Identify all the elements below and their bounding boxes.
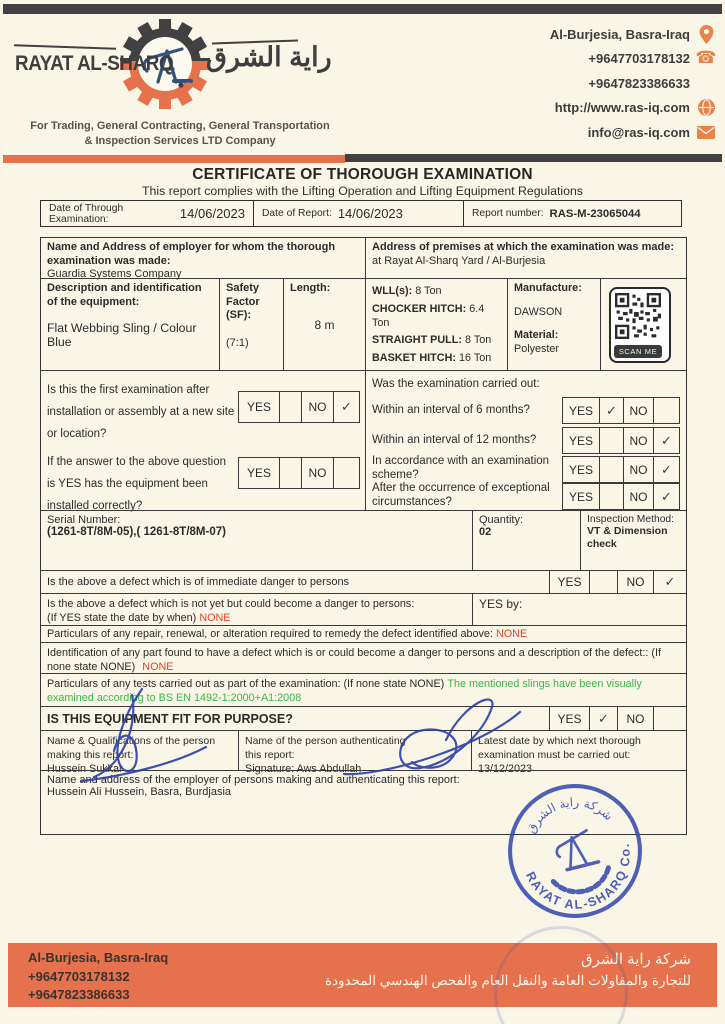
- equipment-desc-label: Description and identification of the equipment:: [47, 282, 202, 308]
- yes-mark-cell: [599, 457, 623, 482]
- report-date-label: Date of Report:: [262, 208, 332, 219]
- no-cell: NO: [623, 398, 653, 423]
- no-mark-cell: [333, 392, 359, 422]
- tests-cell: [41, 674, 686, 706]
- employer-cell: [41, 238, 365, 278]
- no-mark-cell: [653, 428, 679, 453]
- employer-label: Name and Address of employer for whom the thorough examination was made:: [47, 241, 336, 267]
- tests-answer: The mentioned slings have been visually examined according to BS EN 1492-1:2000+A1:2008: [47, 678, 642, 704]
- qr-scan-me-label: SCAN ME: [614, 345, 662, 358]
- quantity-label: Quantity:: [479, 514, 524, 526]
- report-date-cell: [253, 201, 463, 226]
- serial-label: Serial Number:: [47, 514, 121, 526]
- envelope-icon: [697, 122, 715, 142]
- repairs-cell: [41, 626, 686, 642]
- contact-block: [475, 22, 715, 145]
- no-cell: NO: [301, 458, 333, 488]
- serial-value: (1261-8T/8M-05),( 1261-8T/8M-07): [47, 526, 226, 538]
- stamp-text-en: RAYAT AL-SHARQ Co.: [522, 841, 633, 912]
- no-cell: NO: [617, 571, 653, 593]
- first-exam-checkbox: [238, 391, 360, 423]
- carried-q4: After the occurrence of exceptional circumstances?: [372, 482, 550, 508]
- first-exam-question: Is this the first examination after installation or assembly at a new site or location?: [47, 384, 235, 440]
- no-mark: ✓: [661, 488, 672, 504]
- exam-date-label: Date of Through Examination:: [49, 202, 124, 225]
- yes-cell: YES: [568, 489, 593, 504]
- maker-label: Name & Qualifications of the person making this report:: [47, 735, 216, 761]
- next-exam-value: 13/12/2023: [478, 763, 533, 775]
- footer-contact: [28, 949, 168, 1005]
- length-cell: [283, 279, 365, 370]
- installed-question: If the answer to the above question is YES has the equipment been installed correctly?: [47, 456, 227, 512]
- straight-label: STRAIGHT PULL:: [372, 334, 462, 346]
- row-tests: [41, 673, 686, 706]
- tests-text: Particulars of any tests carried out as part of the examination: (If none state NONE): [47, 678, 445, 690]
- no-mark: ✓: [661, 461, 672, 477]
- globe-icon: [697, 98, 715, 118]
- divider-orange: [3, 155, 345, 163]
- no-cell: NO: [617, 707, 653, 730]
- exam-date-value: 14/06/2023: [179, 206, 245, 221]
- no-mark-cell: [653, 571, 686, 593]
- wll-value: 8 Ton: [415, 285, 442, 297]
- yes-cell: YES: [568, 462, 593, 477]
- phone-icon: ☎: [695, 48, 717, 69]
- row-potential-danger: [41, 593, 686, 625]
- row-identification: [41, 642, 686, 673]
- carried-out-cell: [365, 371, 686, 510]
- phone2-icon-spacer: [697, 73, 715, 93]
- chocker-value: 6.4 Ton: [372, 302, 485, 329]
- manufacture-cell: [507, 279, 600, 370]
- row-employer: [41, 238, 686, 278]
- no-mark: ✓: [661, 432, 672, 448]
- immediate-danger-text: Is the above a defect which is of immediate danger to persons: [47, 576, 350, 588]
- carried-q3: In accordance with an examination scheme?: [372, 455, 550, 481]
- equipment-desc-cell: [41, 279, 219, 370]
- chocker-line: [372, 302, 501, 331]
- qr-pattern-icon: [615, 293, 661, 339]
- contact-phone2-row: [475, 71, 715, 96]
- contact-address: Al-Burjesia, Basra-Iraq: [549, 26, 690, 42]
- quantity-value: 02: [479, 526, 492, 538]
- no-mark-cell: [653, 457, 679, 482]
- next-exam-label: Latest date by which next thorough examination must be carried out:: [478, 735, 641, 761]
- inspection-method-label: Inspection Method:: [587, 514, 675, 525]
- row-serial: [41, 510, 686, 570]
- repairs-answer: NONE: [495, 628, 528, 640]
- manufacture-value: DAWSON: [514, 305, 563, 318]
- yes-mark-cell: [589, 707, 617, 730]
- report-employer-label: Name and address of the employer of persons making and authenticating this report:: [47, 774, 460, 786]
- fit-text-cell: [41, 707, 549, 730]
- premises-label: Address of premises at which the examination was made:: [372, 241, 674, 253]
- potential-danger-answer: NONE: [199, 612, 231, 624]
- repairs-text: Particulars of any repair, renewal, or alteration required to remedy the defect identified above:: [47, 628, 493, 640]
- maker-value: Hussein Sukkar: [47, 763, 123, 775]
- page-title: CERTIFICATE OF THOROUGH EXAMINATION: [192, 166, 533, 183]
- no-cell: NO: [623, 428, 653, 453]
- yes-cell: YES: [549, 707, 589, 730]
- potential-danger-line1: Is the above a defect which is not yet but could become a danger to persons:: [47, 598, 415, 610]
- authenticator-cell: [238, 731, 471, 775]
- premises-value: at Rayat Al-Sharq Yard / Al-Burjesia: [372, 254, 546, 267]
- yes-cell: YES: [568, 433, 593, 448]
- no-cell: NO: [301, 392, 333, 422]
- yes-by-cell: [472, 594, 686, 625]
- footer-address: Al-Burjesia, Basra-Iraq: [28, 950, 169, 965]
- length-value: 8 m: [314, 317, 335, 332]
- logo-line-left: [14, 44, 116, 50]
- serial-cell: [41, 511, 472, 570]
- next-exam-cell: [471, 731, 686, 775]
- company-tagline: [6, 119, 354, 148]
- row-immediate-danger: [41, 570, 686, 593]
- yes-mark: ✓: [606, 402, 617, 418]
- page-subtitle: This report complies with the Lifting Operation and Lifting Equipment Regulations: [142, 184, 583, 198]
- potential-danger-cell: [41, 594, 472, 625]
- carried-q1: Within an interval of 6 months?: [372, 404, 530, 416]
- location-pin-icon: [697, 24, 715, 44]
- row-equipment: [41, 278, 686, 370]
- carried-out-heading: Was the examination carried out:: [372, 378, 540, 390]
- length-label: Length:: [290, 282, 331, 294]
- yes-mark-cell: [589, 571, 617, 593]
- report-date-value: 14/06/2023: [337, 206, 403, 221]
- inspection-method-value: VT & Dimension check: [587, 525, 668, 550]
- employer-value: Guardia Systems Company: [47, 268, 182, 280]
- contact-phone1-row: [475, 47, 715, 72]
- basket-line: [372, 351, 501, 366]
- basket-value: 16 Ton: [459, 351, 492, 364]
- row-repairs: [41, 625, 686, 642]
- yes-by-label: YES by:: [479, 597, 523, 611]
- immediate-danger-text-cell: [41, 571, 549, 593]
- yes-cell: YES: [568, 403, 593, 418]
- report-number-cell: [463, 201, 681, 226]
- footer-company-ar: شركة راية الشرق: [580, 951, 691, 968]
- contact-email-row: [475, 120, 715, 145]
- contact-phone1: +9647703178132: [588, 51, 690, 67]
- yes-mark-cell: [599, 398, 623, 423]
- report-number-value: RAS-M-23065044: [549, 207, 641, 220]
- chocker-label: CHOCKER HITCH:: [372, 302, 467, 315]
- carried-q2: Within an interval of 12 months?: [372, 434, 537, 446]
- qr-code: [609, 287, 671, 363]
- footer-phone1: +9647703178132: [28, 968, 130, 984]
- potential-danger-line2: (If YES state the date by when): [47, 612, 197, 624]
- straight-line: [372, 333, 501, 348]
- carried-q3-checkbox: [562, 456, 680, 483]
- material-value: Polyester: [514, 343, 560, 355]
- yes-mark-cell: [279, 458, 301, 488]
- yes-cell: YES: [246, 466, 271, 480]
- maker-cell: [41, 731, 238, 775]
- brand-name-en: RAYAT AL-SHARQ: [15, 52, 174, 75]
- safety-factor-label: Safety Factor (SF):: [226, 282, 260, 321]
- footer-phone2: +9647823386633: [28, 987, 130, 1002]
- first-exam-cell: [41, 371, 365, 510]
- contact-phone2: +9647823386633: [588, 75, 690, 91]
- premises-cell: [365, 238, 686, 278]
- identification-text: Identification of any part found to have a defect which is or could become a danger to persons and a description of the defect:: (If none state NONE): [47, 647, 661, 673]
- yes-mark-cell: [599, 428, 623, 453]
- no-mark-cell: [653, 707, 686, 730]
- carried-q4-checkbox: [562, 483, 680, 510]
- report-employer-value: Hussein Ali Hussein, Basra, Burdjasia: [47, 786, 232, 798]
- fit-text: IS THIS EQUIPMENT FIT FOR PURPOSE?: [47, 711, 293, 726]
- yes-mark-cell: [279, 392, 301, 422]
- straight-value: 8 Ton: [465, 334, 492, 346]
- quantity-cell: [472, 511, 580, 570]
- identification-cell: [41, 643, 686, 673]
- contact-website: http://www.ras-iq.com: [554, 100, 690, 116]
- tagline-line1: For Trading, General Contracting, General Transportation: [30, 120, 330, 132]
- yes-mark: ✓: [598, 710, 609, 726]
- contact-email: info@ras-iq.com: [587, 124, 690, 140]
- svg-text:RAYAT AL-SHARQ Co.: [521, 841, 645, 924]
- no-mark-cell: [653, 398, 679, 423]
- inspection-method-cell: [580, 511, 686, 570]
- yes-cell: YES: [246, 400, 271, 414]
- equipment-desc-value: Flat Webbing Sling / Colour Blue: [47, 321, 197, 349]
- wll-cell: [365, 279, 507, 370]
- no-cell: NO: [623, 457, 653, 482]
- top-bar: [3, 4, 722, 14]
- no-mark-cell: [653, 484, 679, 509]
- main-table: [40, 237, 687, 835]
- stamp-pumpjack-icon: [543, 827, 612, 897]
- carried-q1-checkbox: [562, 397, 680, 424]
- yes-mark-cell: [599, 484, 623, 509]
- qr-cell: [600, 279, 686, 370]
- stamp-text-ar: شركة راية الشرق: [523, 795, 616, 836]
- row-fit-for-purpose: [41, 706, 686, 730]
- wll-label: WLL(s):: [372, 285, 413, 297]
- stamp-watermark: [494, 926, 628, 1024]
- no-cell: NO: [623, 484, 653, 509]
- no-mark: ✓: [341, 399, 352, 414]
- divider-dark: [345, 154, 722, 162]
- footer-tagline-ar: للتجارة والمقاولات العامة والنقل العام والفحص الهندسي المحدودة: [324, 973, 691, 988]
- authenticator-value: Signature: Aws Abdullah: [245, 763, 362, 775]
- yes-cell: YES: [549, 571, 589, 593]
- contact-address-row: [475, 22, 715, 47]
- identification-answer: NONE: [142, 661, 174, 673]
- report-number-label: Report number:: [472, 208, 544, 219]
- exam-date-cell: [41, 201, 253, 226]
- safety-factor-value: (7:1): [226, 336, 249, 349]
- basket-label: BASKET HITCH:: [372, 351, 456, 364]
- no-mark: ✓: [664, 574, 676, 589]
- carried-q2-checkbox: [562, 427, 680, 454]
- material-label: Material:: [514, 328, 559, 341]
- no-mark-cell: [333, 458, 359, 488]
- authenticator-label: Name of the person authenticating this report:: [245, 735, 406, 761]
- safety-factor-cell: [219, 279, 283, 370]
- manufacture-label: Manufacture:: [514, 282, 582, 294]
- wll-line: [372, 284, 501, 299]
- contact-website-row: [475, 96, 715, 121]
- installed-checkbox: [238, 457, 360, 489]
- brand-name-ar: راية الشرق: [206, 42, 332, 72]
- row-exam-questions: [41, 370, 686, 510]
- date-table: [40, 200, 682, 227]
- row-signatures: [41, 730, 686, 775]
- tagline-line2: & Inspection Services LTD Company: [84, 134, 276, 147]
